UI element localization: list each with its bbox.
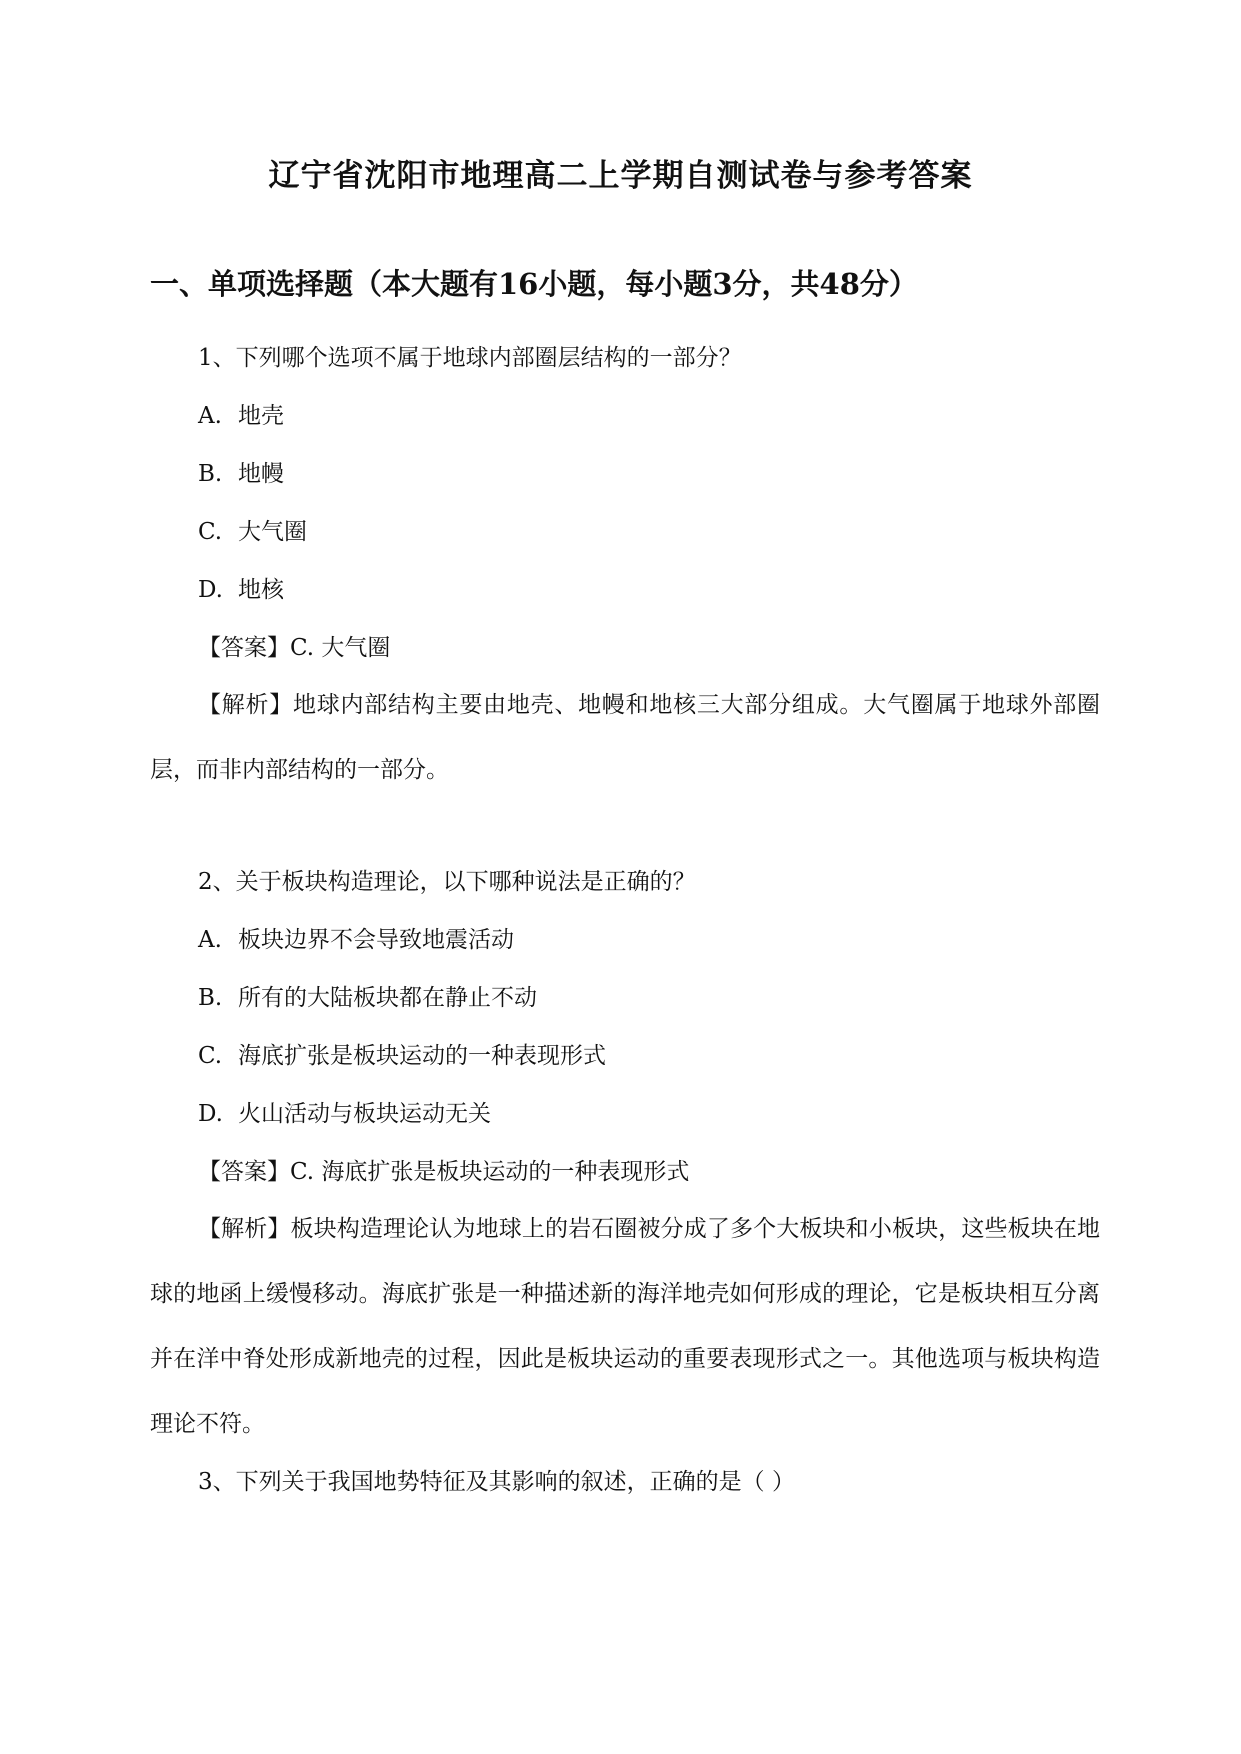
section-heading: 一、单项选择题（本大题有16小题，每小题3分，共48分） xyxy=(150,267,918,301)
option-letter: A. xyxy=(198,403,222,429)
option-text: 所有的大陆板块都在静止不动 xyxy=(238,985,537,1011)
option-text: 火山活动与板块运动无关 xyxy=(238,1101,491,1127)
option-text: 地壳 xyxy=(238,403,284,429)
option-letter: B. xyxy=(198,985,223,1011)
option-text: 地核 xyxy=(238,577,284,603)
option-letter: D. xyxy=(198,577,223,603)
question-2-option-a xyxy=(198,924,514,956)
option-letter: C. xyxy=(198,519,223,545)
option-text: 海底扩张是板块运动的一种表现形式 xyxy=(238,1043,606,1069)
question-2-option-c xyxy=(198,1040,606,1072)
option-text: 地幔 xyxy=(238,461,284,487)
document-title: 辽宁省沈阳市地理高二上学期自测试卷与参考答案 xyxy=(268,158,973,194)
question-2-analysis: 【解析】板块构造理论认为地球上的岩石圈被分成了多个大板块和小板块，这些板块在地球的地函上缓慢移动。海底扩张是一种描述新的海洋地壳如何形成的理论，它是板块相互分离并在洋中脊处形成新地壳的过程，因此是板块运动的重要表现形式之一。其他选项与板块构造理论不符。 xyxy=(150,1216,1100,1437)
question-1-option-a xyxy=(198,400,284,432)
question-1-option-b xyxy=(198,458,284,490)
question-2-stem: 2、关于板块构造理论，以下哪种说法是正确的？ xyxy=(198,869,696,895)
question-3-stem: 3、下列关于我国地势特征及其影响的叙述，正确的是（ ） xyxy=(198,1469,795,1495)
question-1-analysis: 【解析】地球内部结构主要由地壳、地幔和地核三大部分组成。大气圈属于地球外部圈层，而非内部结构的一部分。 xyxy=(150,692,1100,783)
option-letter: A. xyxy=(198,927,222,953)
option-text: 板块边界不会导致地震活动 xyxy=(238,927,514,953)
option-letter: C. xyxy=(198,1043,223,1069)
option-letter: D. xyxy=(198,1101,223,1127)
question-1-option-c xyxy=(198,516,307,548)
question-1-answer: 【答案】C. 大气圈 xyxy=(198,635,391,661)
option-letter: B. xyxy=(198,461,223,487)
question-2-option-b xyxy=(198,982,537,1014)
question-2-answer: 【答案】C. 海底扩张是板块运动的一种表现形式 xyxy=(198,1159,690,1185)
question-1-stem: 1、下列哪个选项不属于地球内部圈层结构的一部分？ xyxy=(198,345,742,371)
question-1-option-d xyxy=(198,574,284,606)
question-2-option-d xyxy=(198,1098,491,1130)
option-text: 大气圈 xyxy=(238,519,307,545)
